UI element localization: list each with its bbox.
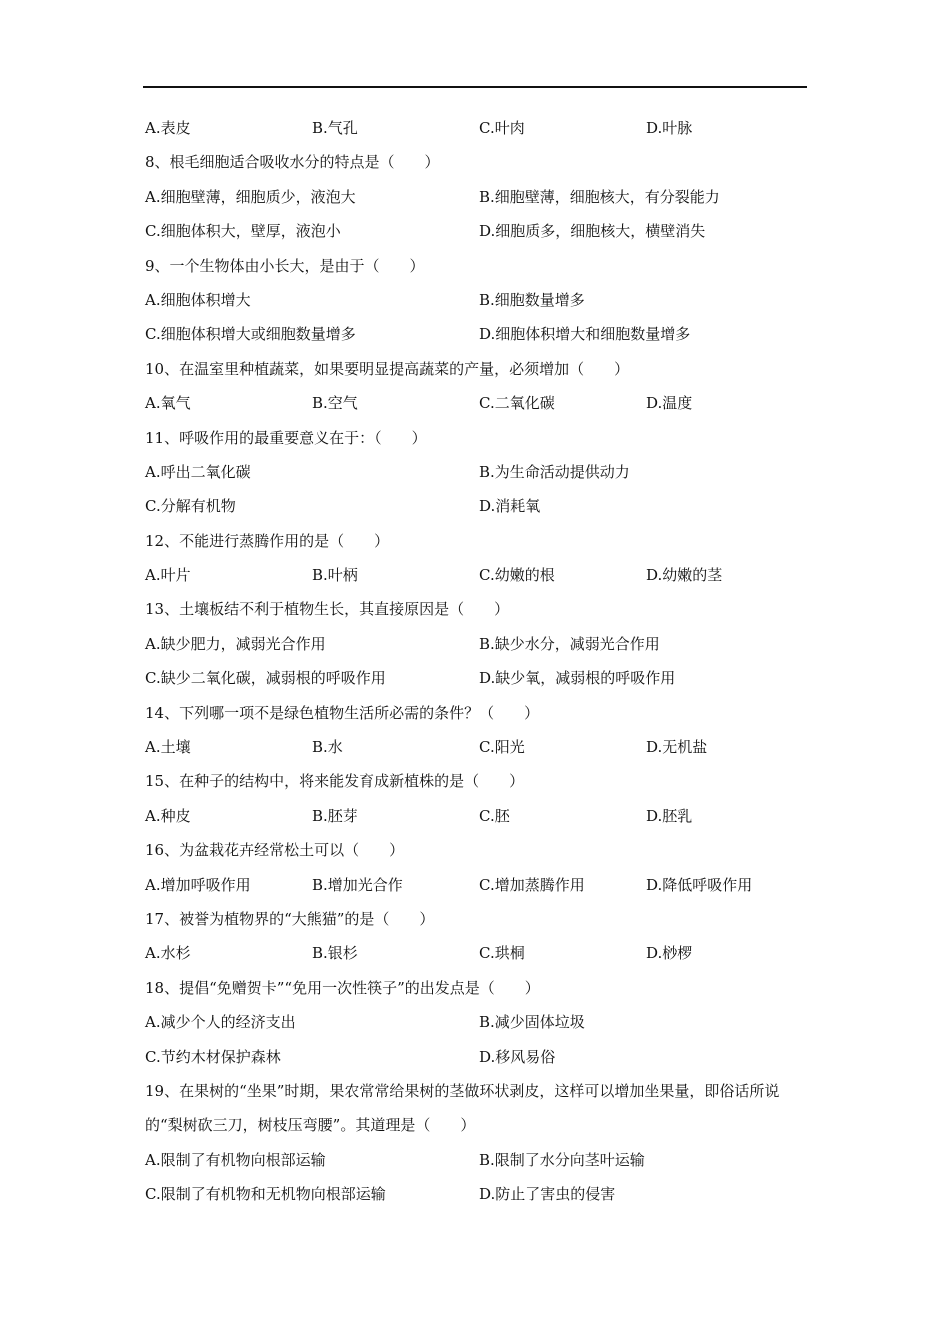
answer-option: D.防止了害虫的侵害	[479, 1185, 616, 1204]
answer-option: A.表皮	[145, 119, 191, 137]
options-row	[145, 730, 805, 764]
answer-option: C.细胞体积增大或细胞数量增多	[145, 325, 356, 344]
options-row	[145, 111, 805, 145]
answer-option: C.珙桐	[479, 944, 525, 963]
options-row	[145, 180, 805, 214]
answer-option: C.分解有机物	[145, 497, 236, 516]
question-block	[145, 1074, 805, 1212]
answer-option: C.叶肉	[479, 119, 525, 137]
answer-option: A.种皮	[145, 806, 191, 825]
answer-option: C.胚	[479, 806, 510, 825]
question-block	[145, 524, 805, 593]
options-row	[145, 386, 805, 420]
options-row	[145, 317, 805, 351]
answer-option: C.节约木材保护森林	[145, 1047, 281, 1066]
question-block	[145, 145, 805, 248]
answer-option: B.增加光合作	[312, 875, 403, 894]
question-stem: 12、不能进行蒸腾作用的是（ ）	[145, 531, 390, 550]
answer-option: B.减少固体垃圾	[479, 1013, 585, 1032]
question-stem: 11、呼吸作用的最重要意义在于：（ ）	[145, 428, 427, 447]
answer-option: C.阳光	[479, 738, 525, 757]
question-block	[145, 833, 805, 902]
answer-option: C.缺少二氧化碳，减弱根的呼吸作用	[145, 669, 386, 688]
answer-option: A.细胞壁薄，细胞质少，液泡大	[145, 187, 356, 206]
question-stem: 16、为盆栽花卉经常松土可以（ ）	[145, 841, 405, 860]
options-row	[145, 1143, 805, 1177]
question-stem: 15、在种子的结构中，将来能发育成新植株的是（ ）	[145, 772, 525, 791]
answer-option: C.二氧化碳	[479, 394, 555, 413]
answer-option: D.温度	[646, 394, 693, 413]
answer-option: A.限制了有机物向根部运输	[145, 1150, 326, 1169]
options-row	[145, 1177, 805, 1211]
question-stem: 9、一个生物体由小长大，是由于（ ）	[145, 256, 425, 275]
question-block	[145, 111, 805, 145]
question-block	[145, 971, 805, 1074]
question-stem: 8、根毛细胞适合吸收水分的特点是（ ）	[145, 153, 440, 172]
answer-option: D.细胞体积增大和细胞数量增多	[479, 325, 691, 344]
options-row	[145, 1040, 805, 1074]
answer-option: A.叶片	[145, 566, 191, 585]
question-stem: 13、土壤板结不利于植物生长，其直接原因是（ ）	[145, 600, 510, 619]
answer-option: B.为生命活动提供动力	[479, 462, 630, 481]
answer-option: B.限制了水分向茎叶运输	[479, 1150, 645, 1169]
options-row	[145, 627, 805, 661]
answer-option: A.水杉	[145, 944, 191, 963]
options-row	[145, 936, 805, 970]
question-block	[145, 764, 805, 833]
answer-option: B.气孔	[312, 119, 358, 137]
answer-option: B.水	[312, 738, 343, 757]
answer-option: B.胚芽	[312, 806, 358, 825]
question-stem: 14、下列哪一项不是绿色植物生活所必需的条件？（ ）	[145, 703, 540, 722]
question-stem: 10、在温室里种植蔬菜，如果要明显提高蔬菜的产量，必须增加（ ）	[145, 359, 630, 378]
options-row	[145, 489, 805, 523]
options-row	[145, 868, 805, 902]
answer-option: D.叶脉	[646, 119, 693, 137]
question-block	[145, 592, 805, 695]
answer-option: D.缺少氧，减弱根的呼吸作用	[479, 669, 676, 688]
answer-option: A.呼出二氧化碳	[145, 462, 251, 481]
answer-option: C.限制了有机物和无机物向根部运输	[145, 1185, 386, 1204]
answer-option: D.无机盐	[646, 738, 708, 757]
answer-option: D.降低呼吸作用	[646, 875, 753, 894]
question-block	[145, 352, 805, 421]
answer-option: A.缺少肥力，减弱光合作用	[145, 634, 326, 653]
answer-option: D.桫椤	[646, 944, 693, 963]
options-row	[145, 455, 805, 489]
answer-option: B.细胞数量增多	[479, 290, 585, 309]
answer-option: A.减少个人的经济支出	[145, 1013, 296, 1032]
answer-option: C.增加蒸腾作用	[479, 875, 585, 894]
answer-option: A.细胞体积增大	[145, 290, 251, 309]
answer-option: C.幼嫩的根	[479, 566, 555, 585]
answer-option: D.消耗氧	[479, 497, 541, 516]
answer-option: B.银杉	[312, 944, 358, 963]
answer-option: D.幼嫩的茎	[646, 566, 723, 585]
answer-option: D.移风易俗	[479, 1047, 556, 1066]
options-row	[145, 283, 805, 317]
question-block	[145, 696, 805, 765]
header-rule	[143, 86, 807, 88]
answer-option: B.缺少水分，减弱光合作用	[479, 634, 660, 653]
answer-option: B.叶柄	[312, 566, 358, 585]
options-row	[145, 1005, 805, 1039]
question-stem: 18、提倡“免赠贺卡”“免用一次性筷子”的出发点是（ ）	[145, 978, 540, 997]
answer-option: B.细胞壁薄，细胞核大，有分裂能力	[479, 187, 720, 206]
options-row	[145, 661, 805, 695]
answer-option: A.增加呼吸作用	[145, 875, 251, 894]
answer-option: B.空气	[312, 394, 358, 413]
question-block	[145, 421, 805, 524]
options-row	[145, 214, 805, 248]
question-stem: 17、被誉为植物界的“大熊猫”的是（ ）	[145, 909, 435, 928]
question-stem: 19、在果树的“坐果”时期，果农常常给果树的茎做环状剥皮，这样可以增加坐果量，即俗话所说的“梨树砍三刀，树枝压弯腰”。其道理是（ ）	[145, 1081, 780, 1135]
answer-option: C.细胞体积大，壁厚，液泡小	[145, 222, 341, 241]
question-block	[145, 902, 805, 971]
answer-option: D.胚乳	[646, 806, 693, 825]
answer-option: A.氧气	[145, 394, 191, 413]
question-list	[145, 111, 805, 1212]
options-row	[145, 799, 805, 833]
answer-option: A.土壤	[145, 738, 191, 757]
question-block	[145, 249, 805, 352]
options-row	[145, 558, 805, 592]
answer-option: D.细胞质多，细胞核大，横壁消失	[479, 222, 706, 241]
